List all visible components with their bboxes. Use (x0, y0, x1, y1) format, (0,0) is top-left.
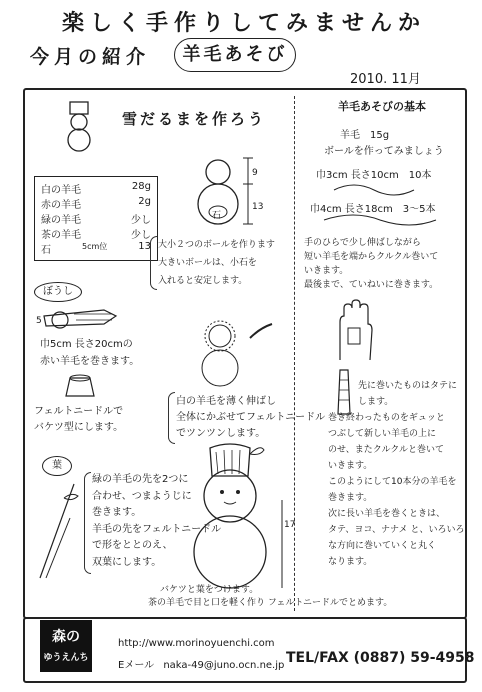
page-title: 楽しく手作りしてみませんか (62, 11, 427, 36)
wrap-bracket (168, 392, 175, 444)
list-item: 緑の羊毛 少し (41, 215, 151, 226)
layering-instruction: 先に巻いたものはタテに します。 巻き終わったものをギュッと つぶして新しい羊毛の上に のせ、またクルクルと巻いて いきます。 このようにして10本分の羊毛を 巻きます。 次に長い羊毛を巻くときは、 タテ、ヨコ、ナナメ と、いろいろ な方向に巻いていくと丸く なります。 (328, 381, 465, 567)
section-heading: 雪だるまを作ろう (122, 110, 267, 128)
materials-list (34, 176, 158, 261)
list-item: 白の羊毛 28g (41, 181, 151, 196)
tel-fax: TEL/FAX (0887) 59-4958 (286, 650, 475, 666)
toothpick-leaf-icon (34, 478, 84, 588)
basics-heading: 羊毛あそびの基本 (338, 100, 426, 113)
wool-strip-short-icon (330, 180, 420, 200)
basics-wool-amount: 羊毛 15g (340, 130, 390, 141)
email-label: Eメール (118, 660, 155, 671)
brand-logo: 森の ゆうえんち (40, 620, 92, 672)
hand-rolling-icon (330, 294, 380, 364)
stone-label: 石 (212, 211, 222, 221)
dimension-middle: 13 (252, 202, 264, 212)
hat-felting-note: フェルトニードルで バケツ型にします。 (34, 406, 124, 433)
rolling-instruction: 手のひらで少し伸ばしながら 短い羊毛を端からクルクル巻いて いきます。 最後まで、ていねいに巻きます。 (304, 238, 439, 290)
snowman-finished-icon (170, 440, 290, 590)
website-link[interactable]: http://www.morinoyuenchi.com (118, 638, 275, 649)
issue-date: 2010. 11月 (350, 72, 421, 87)
email-row (118, 656, 284, 671)
leaf-instruction: 緑の羊毛の先を2つに 合わせ、つまようじに 巻きます。 羊毛の先をフェルトニードル で形をととのえ、 双葉にします。 (92, 474, 222, 568)
dimension-body: 17 (284, 520, 296, 530)
wool-strip-long-icon (320, 210, 440, 230)
dimension-top: 9 (252, 168, 258, 178)
list-item: 石 5cm位 13 (41, 241, 151, 256)
basics-subheading: ボールを作ってみましょう (324, 146, 444, 157)
leaf-bracket (84, 472, 91, 574)
column-divider (294, 96, 295, 611)
hat-dimension: 5 (36, 316, 42, 326)
leaf-tag: 葉 (42, 456, 72, 476)
intro-label: 今月の紹介 (30, 46, 151, 68)
wrap-instruction: 白の羊毛を薄く伸ばし 全体にかぶせてフェルトニードル でツンツンします。 (176, 396, 326, 439)
theme-badge (174, 38, 296, 72)
bucket-hat-icon (60, 372, 100, 402)
strip-short: 巾3cm 長さ10cm 10本 (316, 170, 432, 181)
list-item: 赤の羊毛 2g (41, 196, 151, 211)
list-item: 茶の羊毛 少し (41, 230, 151, 241)
snowman-small-icon (62, 100, 102, 150)
note-ball-size: 大小２つのボールを作ります 大きいボールは、小石を 入れると安定します。 (158, 240, 275, 286)
theme-text: 羊毛あそび (182, 44, 288, 65)
finishing-note: バケツと葉をつけます。 茶の羊毛で目と口を軽く作り フェルトニードルでとめます。 (148, 585, 393, 608)
snowman-wrap-icon (180, 308, 290, 388)
note-bracket (150, 236, 157, 290)
felt-roll-icon (34, 304, 124, 334)
strip-long: 巾4cm 長さ18cm 3〜5本 (310, 204, 436, 215)
hat-instruction: 巾5cm 長さ20cmの 赤い羊毛を巻きます。 (40, 339, 140, 367)
email-link[interactable]: naka-49@juno.ocn.ne.jp (163, 660, 285, 671)
hat-tag: ぼうし (34, 282, 82, 302)
